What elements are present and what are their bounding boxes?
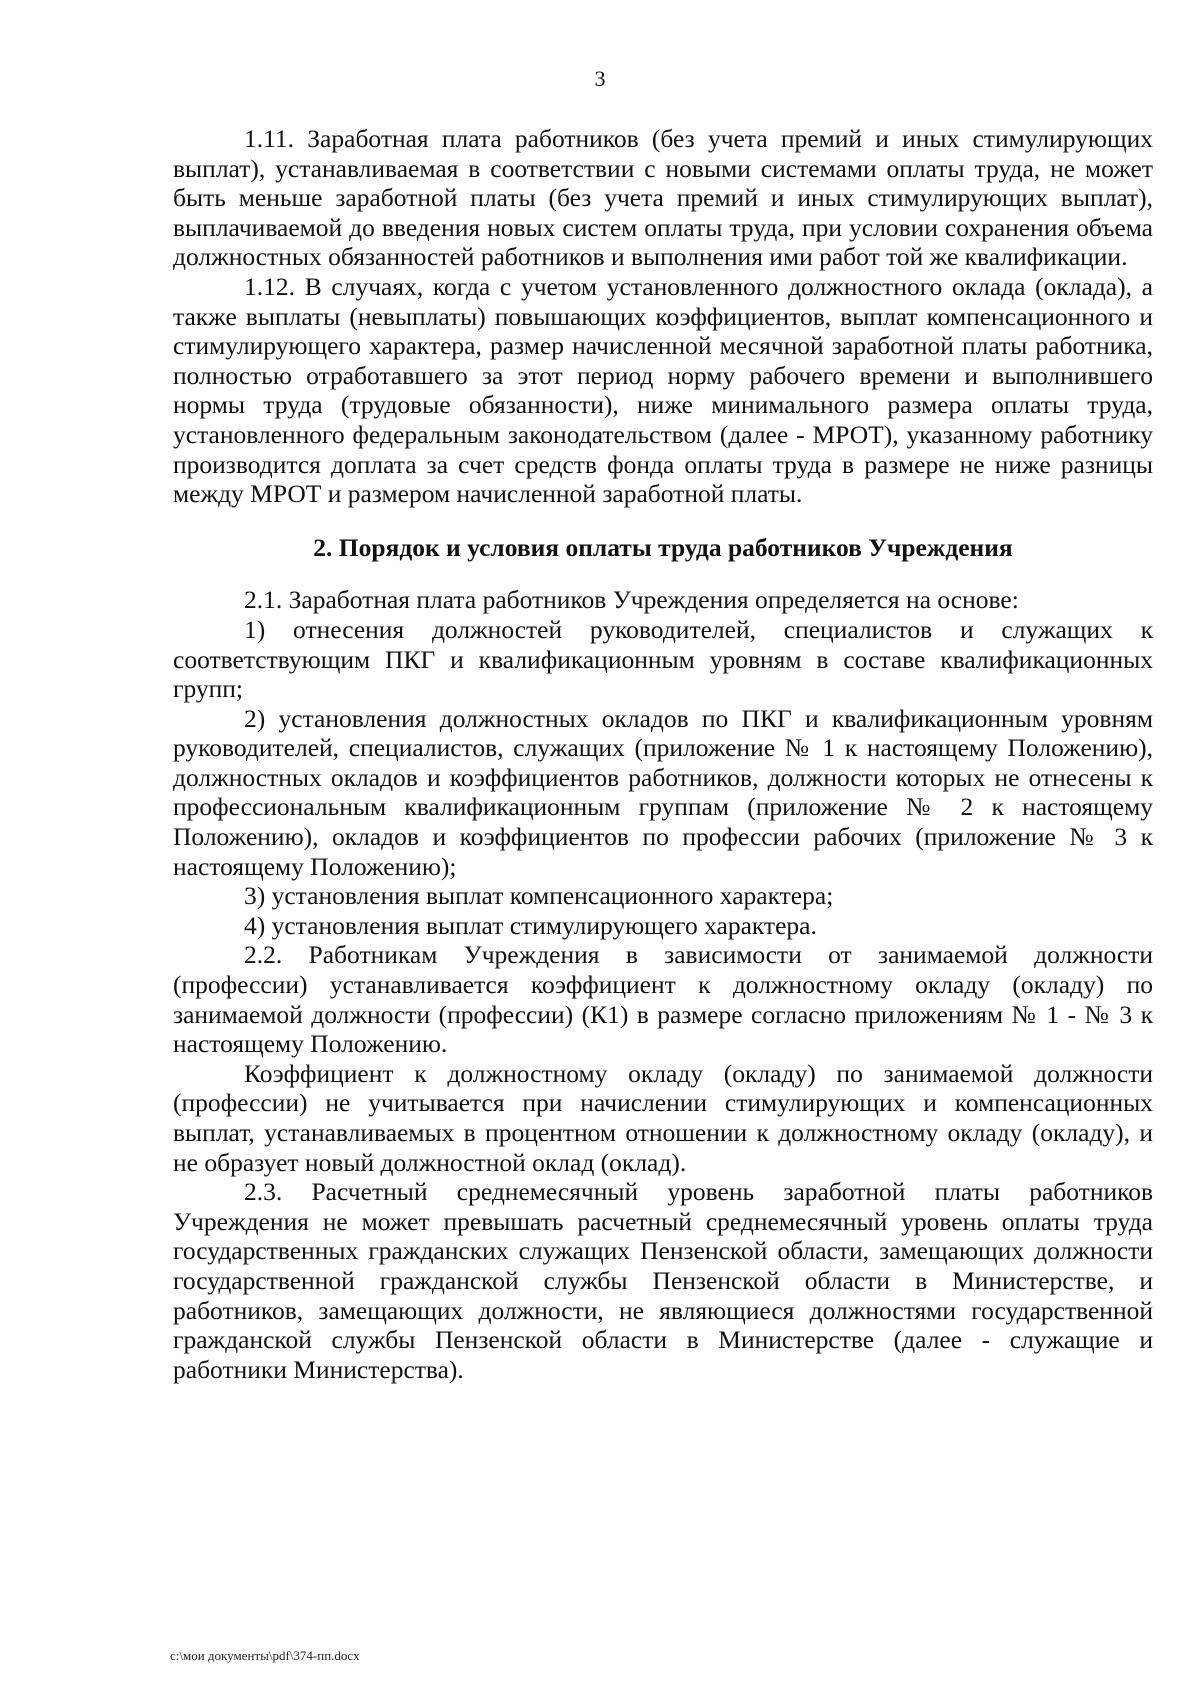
- paragraph-2-2: 2.2. Работникам Учреждения в зависимости от занимаемой должности (профессии) устанавливается коэффициент к должностному окладу (окладу) по занимаемой должности (профессии) (К1) в размере согласно приложениям № 1 - № 3 к настоящему Положению.: [173, 940, 1153, 1059]
- section-heading: 2. Порядок и условия оплаты труда работников Учреждения: [313, 532, 1013, 562]
- paragraph-1-11: 1.11. Заработная плата работников (без учета премий и иных стимулирующих выплат), устанавливаемая в соответствии с новыми системами оплаты труда, не может быть меньше заработной платы (без учета премий и иных стимулирующих выплат), выплачиваемой до введения новых систем оплаты труда, при условии сохранения объема должностных обязанностей работников и выполнения ими работ той же квалификации.: [173, 124, 1153, 272]
- paragraph-1-12: 1.12. В случаях, когда с учетом установленного должностного оклада (оклада), а также выплаты (невыплаты) повышающих коэффициентов, выплат компенсационного и стимулирующего характера, размер начисленной месячной заработной платы работника, полностью отработавшего за этот период норму рабочего времени и выполнившего нормы труда (трудовые обязанности), ниже минимального размера оплаты труда, установленного федеральным законодательством (далее - МРОТ), указанному работнику производится доплата за счет средств фонда оплаты труда в размере не ниже разницы между МРОТ и размером начисленной заработной платы.: [173, 271, 1153, 509]
- paragraph-2-3: 2.3. Расчетный среднемесячный уровень заработной платы работников Учреждения не может превышать расчетный среднемесячный уровень оплаты труда государственных гражданских служащих Пензенской области, замещающих должности государственной гражданской службы Пензенской области в Министерстве, и работников, замещающих должности, не являющиеся должностями государственной гражданской службы Пензенской области в Министерстве (далее - служащие и работники Министерства).: [173, 1177, 1153, 1384]
- list-item-1: 1) отнесения должностей руководителей, специалистов и служащих к соответствующим ПКГ и квалификационным уровням в составе квалификационных групп;: [173, 614, 1153, 704]
- page-number: 3: [594, 66, 606, 91]
- list-item-2: 2) установления должностных окладов по ПКГ и квалификационным уровням руководителей, специалистов, служащих (приложение № 1 к настоящему Положению), должностных окладов и коэффициентов работников, должности которых не отнесены к профессиональным квалификационным группам (приложение № 2 к настоящему Положению), окладов и коэффициентов по профессии рабочих (приложение № 3 к настоящему Положению);: [173, 703, 1153, 881]
- list-item-4: 4) установления выплат стимулирующего характера.: [244, 910, 817, 940]
- paragraph-2-1: 2.1. Заработная плата работников Учреждения определяется на основе:: [244, 585, 1019, 615]
- document-body: [173, 124, 1153, 1384]
- footer-file-path: c:\мои документы\pdf\374-пп.docx: [170, 1648, 360, 1663]
- list-item-3: 3) установления выплат компенсационного характера;: [244, 881, 834, 911]
- paragraph-coefficient: Коэффициент к должностному окладу (окладу) по занимаемой должности (профессии) не учитывается при начислении стимулирующих и компенсационных выплат, устанавливаемых в процентном отношении к должностному окладу (окладу), и не образует новый должностной оклад (оклад).: [173, 1058, 1153, 1177]
